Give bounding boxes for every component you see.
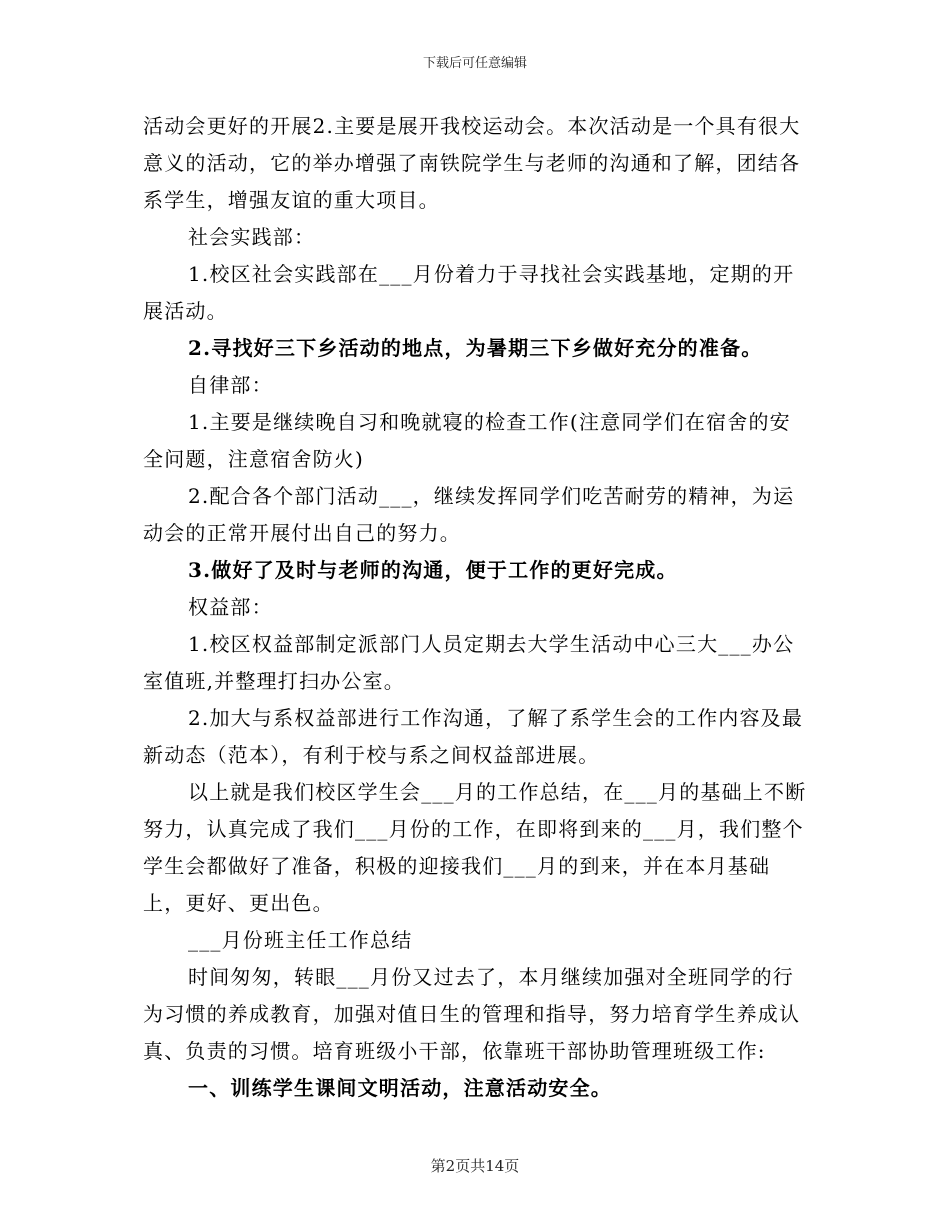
page-header: 下载后可任意编辑 (422, 56, 527, 71)
paragraph-10: 1.校区权益部制定派部门人员定期去大学生活动中心三大___办公室值班,并整理打扫办公室。 (143, 632, 795, 693)
paragraph-11: 2.加大与系权益部进行工作沟通，了解了系学生会的工作内容及最新动态（范本），有利于校与系之间权益部进展。 (143, 706, 804, 767)
paragraph-8: 3.做好了及时与老师的沟通，便于工作的更好完成。 (188, 558, 678, 582)
paragraph-3: 1.校区社会实践部在___月份着力于寻找社会实践基地，定期的开展活动。 (143, 262, 795, 323)
paragraph-14: 时间匆匆，转眼___月份又过去了，本月继续加强对全班同学的行为习惯的养成教育，加强对值日生的管理和指导，努力培育学生养成认真、负责的习惯。培育班级小干部，依靠班干部协助管理班级工作: (143, 965, 801, 1063)
page-footer: 第2页共14页 (430, 1157, 520, 1175)
paragraph-7: 2.配合各个部门活动___，继续发挥同学们吃苦耐劳的精神，为运动会的正常开展付出自己的努力。 (143, 484, 795, 545)
paragraph-15: 一、训练学生课间文明活动，注意活动安全。 (188, 1076, 612, 1100)
paragraph-4: 2.寻找好三下乡活动的地点，为暑期三下乡做好充分的准备。 (188, 336, 763, 360)
paragraph-1: 活动会更好的开展2.主要是展开我校运动会。本次活动是一个具有很大意义的活动，它的举办增强了南铁院学生与老师的沟通和了解，团结各系学生，增强友谊的重大项目。 (143, 114, 801, 212)
paragraph-2: 社会实践部： (188, 225, 316, 249)
document-body (143, 108, 808, 1107)
paragraph-5: 自律部： (188, 373, 273, 397)
paragraph-9: 权益部： (188, 595, 273, 619)
paragraph-13: ___月份班主任工作总结 (188, 928, 413, 952)
paragraph-12: 以上就是我们校区学生会___月的工作总结，在___月的基础上不断努力，认真完成了我们___月份的工作，在即将到来的___月，我们整个学生会都做好了准备，积极的迎接我们___月的到来，并在本月基础上，更好、更出色。 (143, 780, 807, 915)
paragraph-6: 1.主要是继续晚自习和晚就寝的检查工作(注意同学们在宿舍的安全问题，注意宿舍防火) (143, 410, 791, 471)
